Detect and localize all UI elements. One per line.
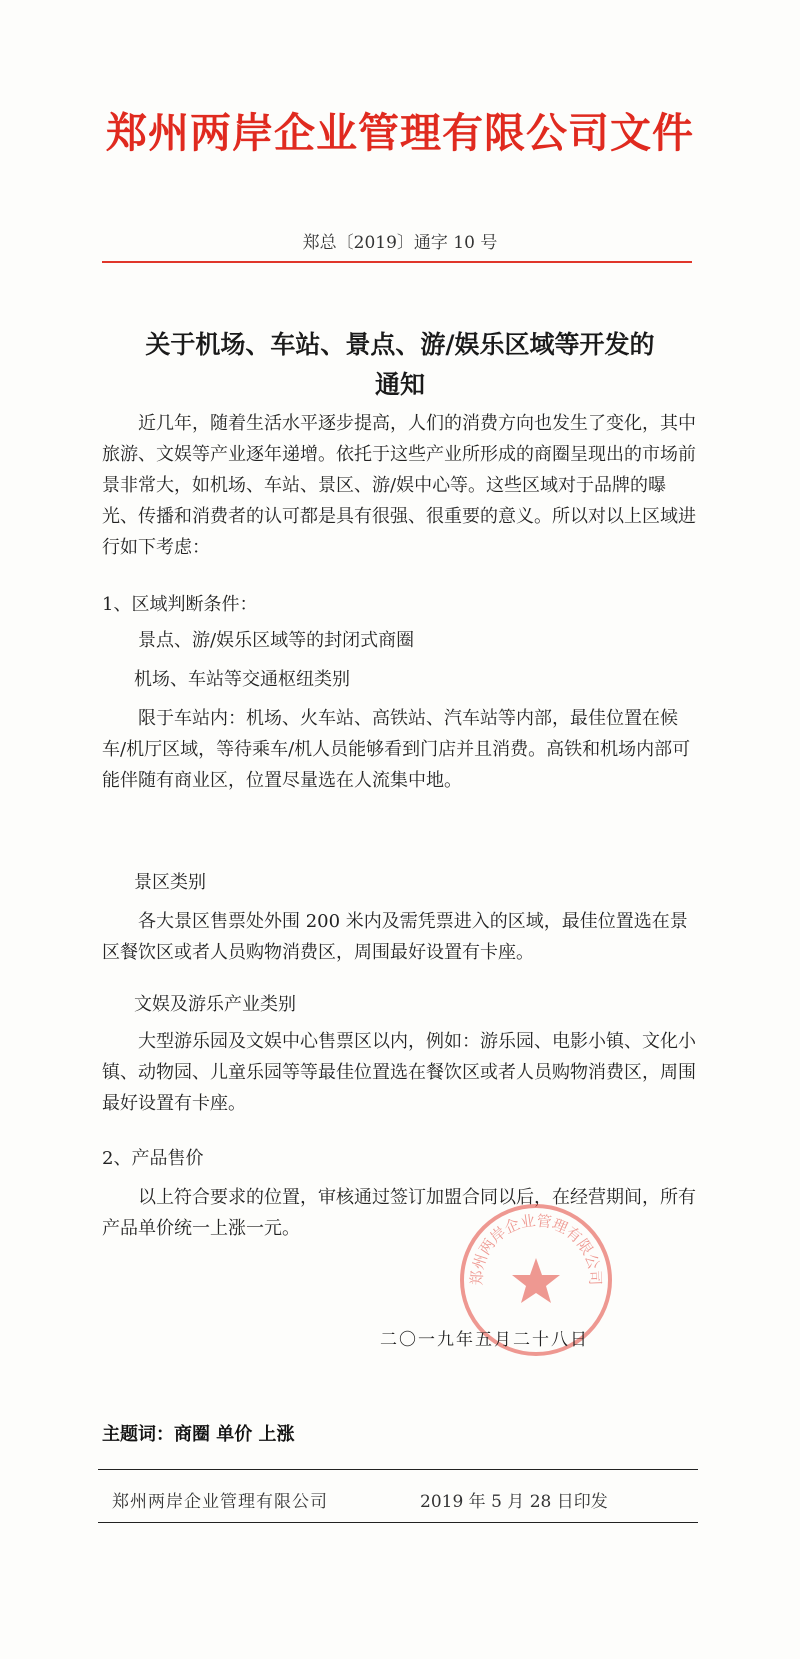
subject-keywords: 主题词：商圈 单价 上涨 [102, 1424, 295, 1445]
footer-print-date: 2019 年 5 月 28 日印发 [420, 1492, 608, 1512]
signature-date: 二〇一九年五月二十八日 [380, 1330, 589, 1350]
header-red-divider [102, 261, 692, 263]
footer-company: 郑州两岸企业管理有限公司 [112, 1492, 328, 1512]
subheading-scenic-closed: 景点、游/娱乐区域等的封闭式商圈 [138, 630, 415, 651]
notice-title-line2: 通知 [374, 370, 425, 399]
subheading-transport: 机场、车站等交通枢纽类别 [134, 669, 350, 690]
paragraph-entertainment: 大型游乐园及文娱中心售票区以内，例如：游乐园、电影小镇、文化小镇、动物园、儿童乐园等等最佳位置选在餐饮区或者人员购物消费区，周围最好设置有卡座。 [102, 1031, 696, 1114]
notice-title-line1: 关于机场、车站、景点、游/娱乐区域等开发的 [145, 330, 655, 359]
subheading-entertainment: 文娱及游乐产业类别 [134, 994, 296, 1015]
footer-top-rule [98, 1469, 698, 1470]
seal-star-icon [512, 1258, 560, 1303]
seal-text: 郑州两岸企业管理有限公司 [467, 1211, 605, 1286]
document-header-title: 郑州两岸企业管理有限公司文件 [106, 109, 694, 157]
footer-bottom-rule [98, 1522, 698, 1523]
subheading-scenic: 景区类别 [134, 872, 206, 893]
section-heading-criteria: 1、区域判断条件： [102, 594, 258, 615]
paragraph-scenic: 各大景区售票处外围 200 米内及需凭票进入的区域，最佳位置选在景区餐饮区或者人员购物消费区，周围最好设置有卡座。 [102, 911, 688, 963]
section-heading-price: 2、产品售价 [102, 1148, 204, 1169]
paragraph-price: 以上符合要求的位置，审核通过签订加盟合同以后，在经营期间，所有产品单价统一上涨一元。 [102, 1187, 696, 1239]
paragraph-station: 限于车站内：机场、火车站、高铁站、汽车站等内部，最佳位置在候车/机厅区域，等待乘车/机人员能够看到门店并且消费。高铁和机场内部可能伴随有商业区，位置尽量选在人流集中地。 [102, 708, 691, 791]
notice-title [70, 325, 730, 405]
intro-paragraph: 近几年，随着生活水平逐步提高，人们的消费方向也发生了变化，其中旅游、文娱等产业逐年递增。依托于这些产业所形成的商圈呈现出的市场前景非常大，如机场、车站、景区、游/娱中心等。这些区域对于品牌的曝光、传播和消费者的认可都是具有很强、很重要的意义。所以对以上区域进行如下考虑： [102, 413, 696, 558]
document-number: 郑总〔2019〕通字 10 号 [302, 233, 498, 253]
